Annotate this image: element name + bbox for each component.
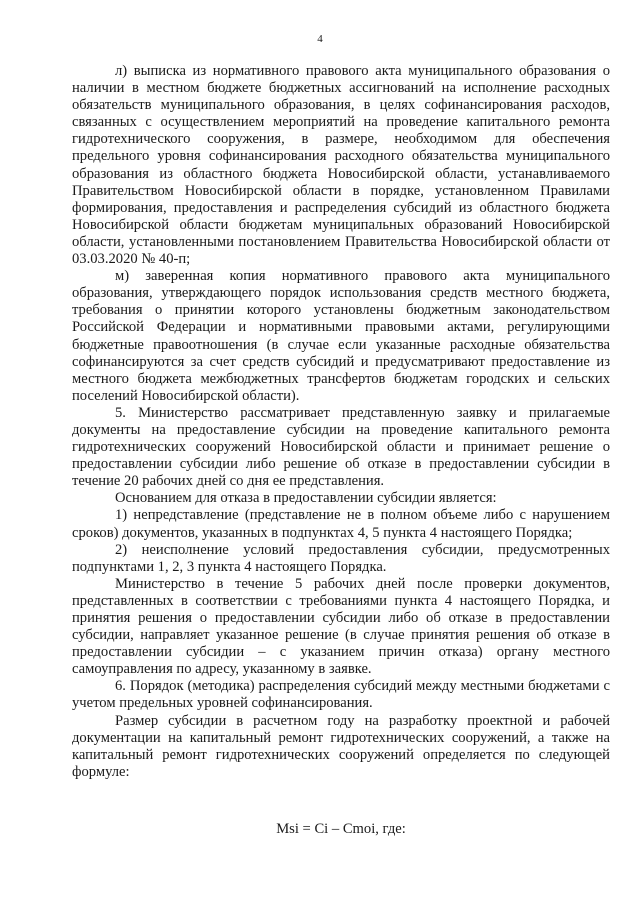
formula: Msi = Ci – Cmoi, где: — [276, 820, 406, 837]
paragraph-subitem-m: м) заверенная копия нормативного правового акта муниципального образования, утверждающего порядок использования средств местного бюджета, требования о принятии которого установлены бюджетным законодательством Российской Федерации и нормативными правовыми актами, регулирующими бюджетные правоотношения (в случае если указанные расходные обязательства софинансируются за счет средств субсидий и предусматривают предоставление из местного бюджета межбюджетных трансфертов бюджетам городских и сельских поселений Новосибирской области). — [72, 268, 610, 404]
paragraph-item-5: 5. Министерство рассматривает представленную заявку и прилагаемые документы на предоставление субсидии на проведение капитального ремонта гидротехнических сооружений Новосибирской области и принимает решение о предоставлении субсидии либо решение об отказе в предоставлении субсидии в течение 20 рабочих дней со дня ее представления. — [72, 404, 610, 490]
paragraph-refusal-grounds: Основанием для отказа в предоставлении субсидии является: — [115, 490, 497, 507]
document-body — [72, 63, 610, 838]
paragraph-item-6: 6. Порядок (методика) распределения субсидий между местными бюджетами с учетом предельных уровней софинансирования. — [72, 678, 610, 712]
paragraph-refusal-ground-1: 1) непредставление (представление не в полном объеме либо с нарушением сроков) документов, указанных в подпунктах 4, 5 пункта 4 настоящего Порядка; — [72, 507, 610, 541]
paragraph-refusal-ground-2: 2) неисполнение условий предоставления субсидии, предусмотренных подпунктами 1, 2, 3 пункта 4 настоящего Порядка. — [72, 541, 610, 575]
paragraph-ministry-notice: Министерство в течение 5 рабочих дней после проверки документов, представленных в соответствии с требованиями пункта 4 настоящего Порядка, и принятия решения о предоставлении субсидии либо об отказе в предоставлении субсидии, направляет указанное решение (в случае принятия решения об отказе в предоставлении субсидии – с указанием причин отказа) органу местного самоуправления по адресу, указанному в заявке. — [72, 575, 610, 678]
page-number: 4 — [317, 33, 323, 45]
paragraph-subitem-l: л) выписка из нормативного правового акта муниципального образования о наличии в местном бюджете бюджетных ассигнований на исполнение расходных обязательств муниципального образования, в целях софинансирования расходов, связанных с осуществлением мероприятий на проведение капитального ремонта гидротехнического сооружения, в размере, необходимом для обеспечения предельного уровня софинансирования расходного обязательства муниципального образования из областного бюджета Новосибирской области, устанавливаемого Правительством Новосибирской области в порядке, установленном Правилами формирования, предоставления и распределения субсидий из областного бюджета Новосибирской области бюджетам муниципальных образований Новосибирской области, установленными постановлением Правительства Новосибирской области от 03.03.2020 № 40-п; — [72, 63, 610, 268]
paragraph-subsidy-size: Размер субсидии в расчетном году на разработку проектной и рабочей документации на капитальный ремонт гидротехнических сооружений, а также на капитальный ремонт гидротехнических сооружений определяется по следующей формуле: — [72, 712, 610, 780]
